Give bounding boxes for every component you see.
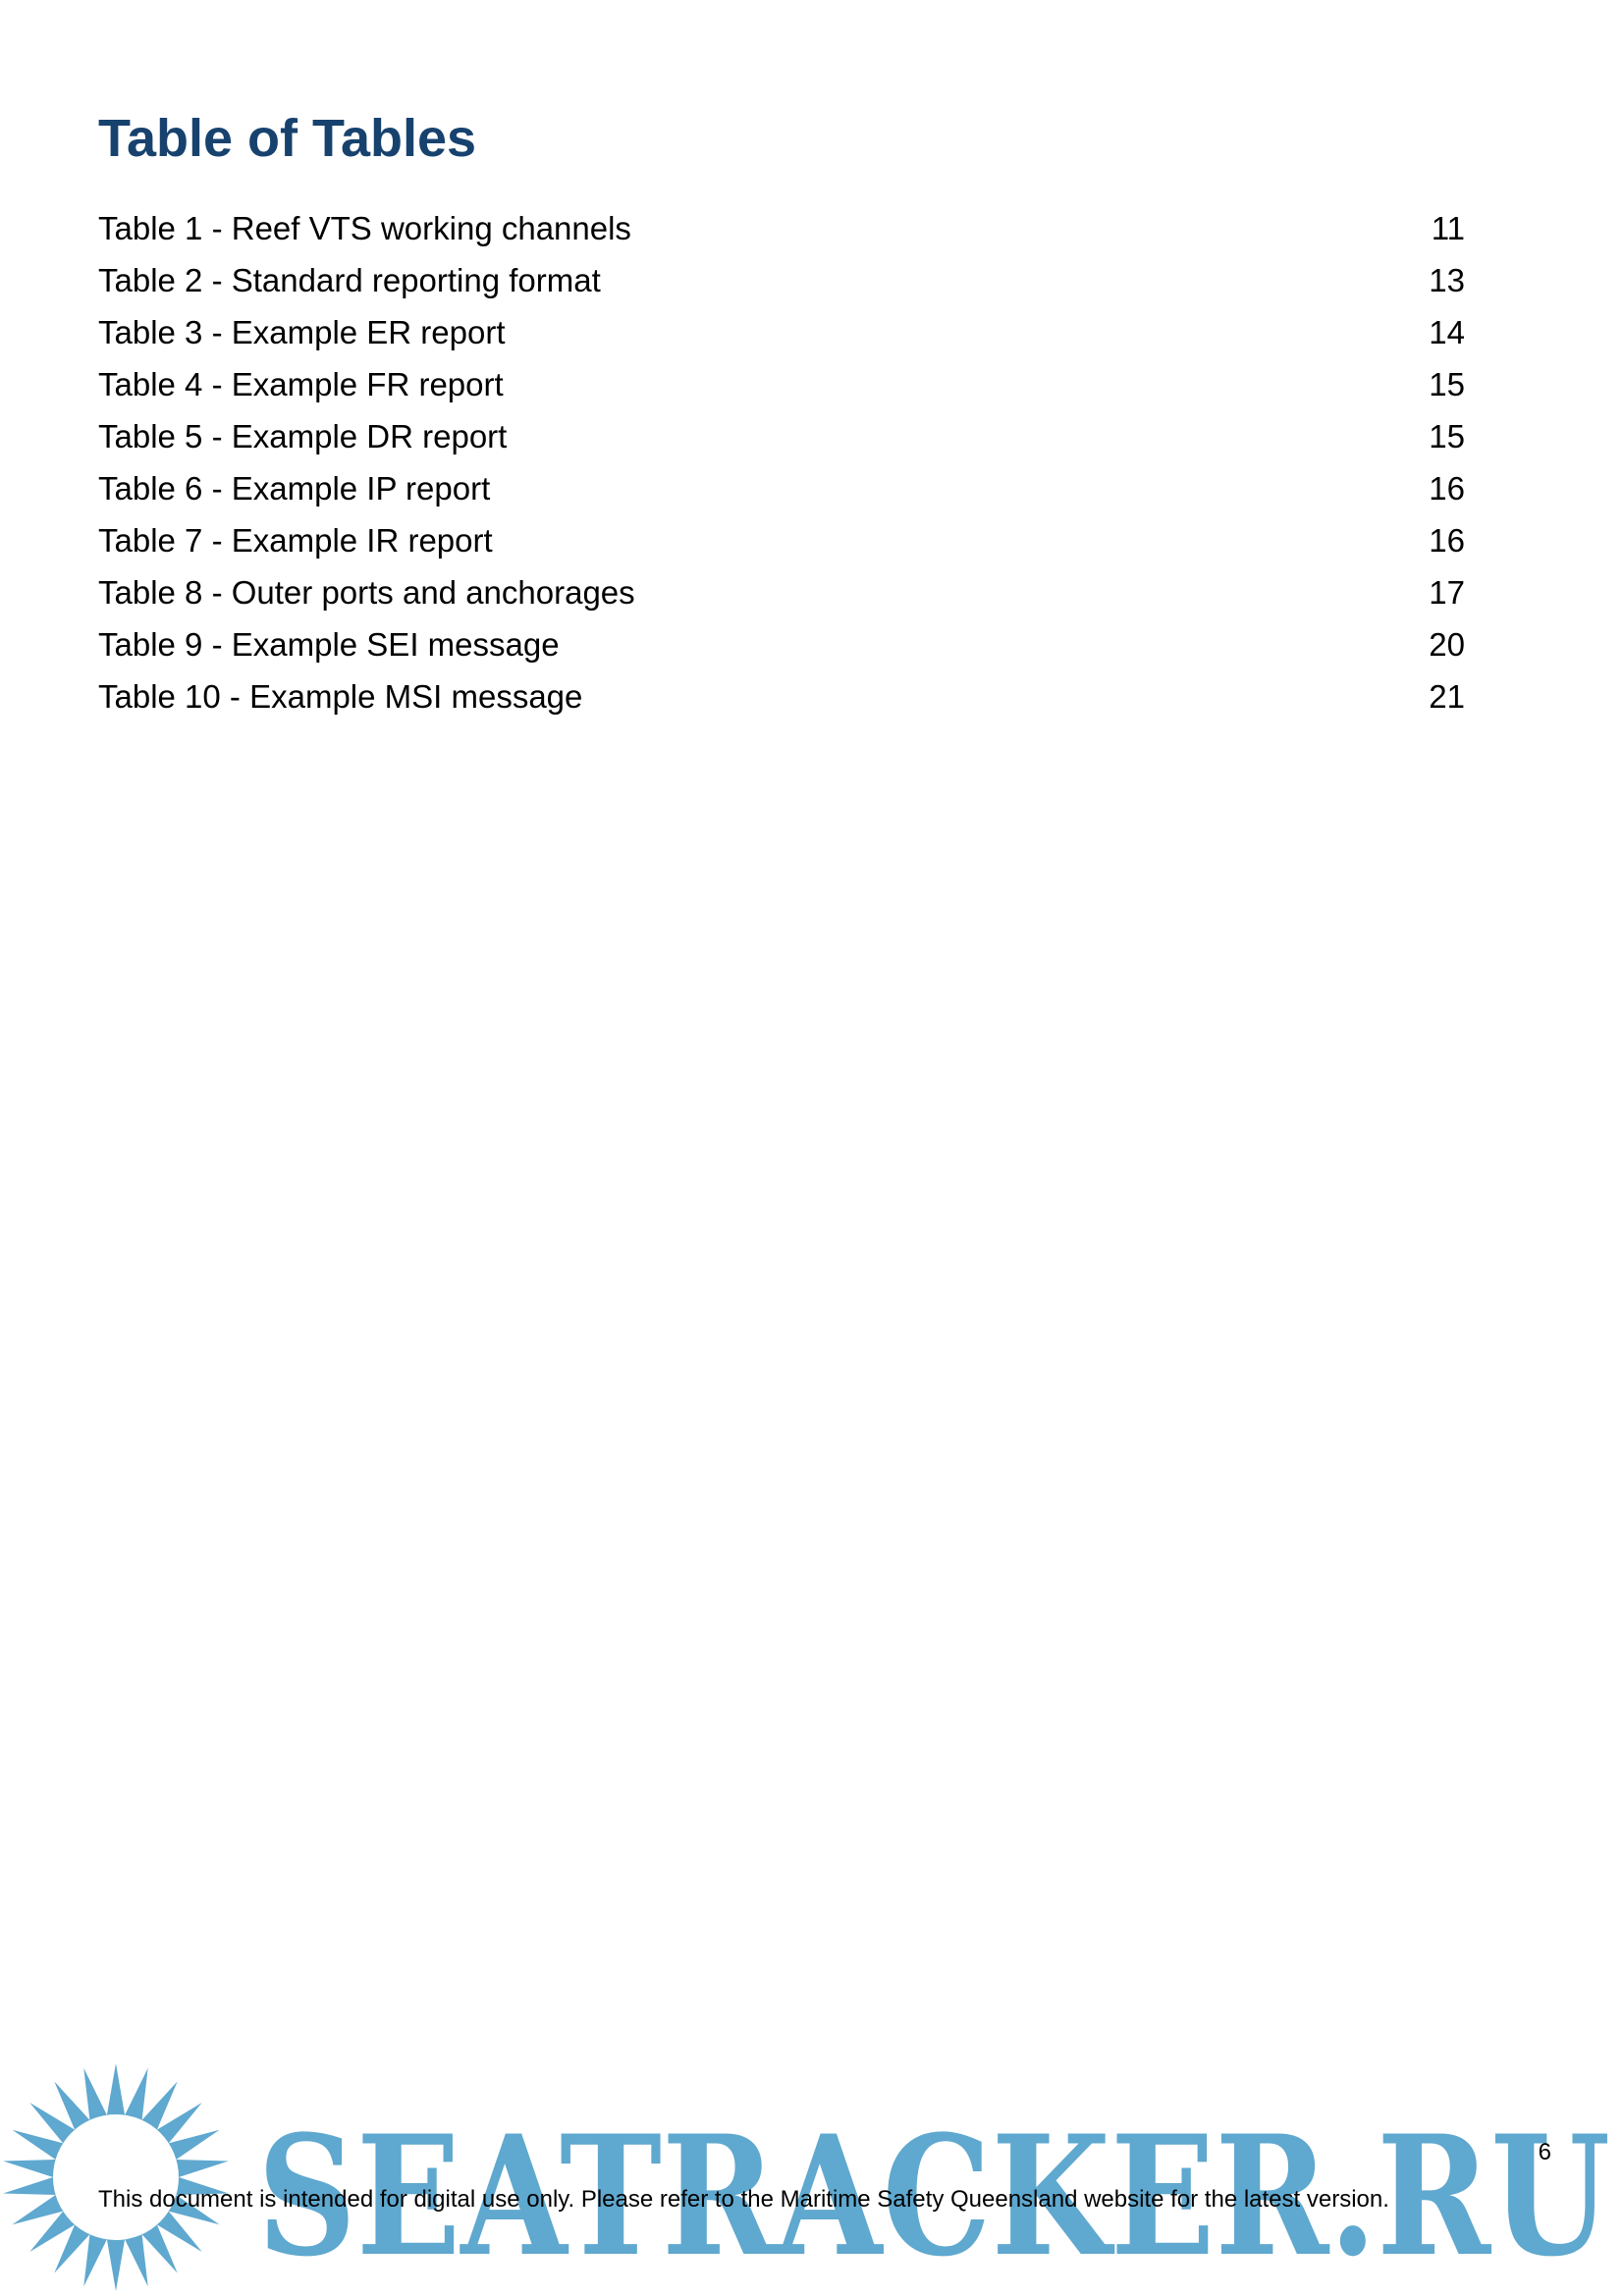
toc-entry-page: 16 <box>1429 470 1465 507</box>
page-title: Table of Tables <box>98 109 477 168</box>
toc-entry-page: 14 <box>1429 314 1465 350</box>
toc-entry-page: 11 <box>1431 210 1465 246</box>
toc-entry[interactable] <box>98 566 1465 618</box>
toc-entry-label: Table 10 - Example MSI message <box>98 678 583 715</box>
toc-entry-label: Table 9 - Example SEI message <box>98 626 560 663</box>
toc-entry-label: Table 1 - Reef VTS working channels <box>98 210 631 246</box>
toc-entry-label: Table 7 - Example IR report <box>98 522 493 559</box>
toc-entry-page: 20 <box>1429 626 1465 663</box>
toc-entry[interactable] <box>98 618 1465 670</box>
toc-entry-page: 17 <box>1429 574 1465 611</box>
toc-entry-page: 13 <box>1429 262 1465 298</box>
toc-entry-label: Table 2 - Standard reporting format <box>98 262 601 298</box>
watermark-text: SEATRACKER.RU <box>257 2099 1610 2293</box>
toc-entry-page: 16 <box>1429 522 1465 559</box>
toc-entry[interactable] <box>98 462 1465 514</box>
watermark <box>0 2061 1624 2296</box>
toc-entry-label: Table 6 - Example IP report <box>98 470 491 507</box>
toc-entry-label: Table 3 - Example ER report <box>98 314 506 350</box>
toc-entry[interactable] <box>98 306 1465 358</box>
toc-entry-label: Table 4 - Example FR report <box>98 366 504 402</box>
footer-note: This document is intended for digital use only. Please refer to the Maritime Safety Queensland website for the latest version. <box>98 2186 1389 2213</box>
toc-entry[interactable] <box>98 202 1465 254</box>
toc-entry[interactable] <box>98 358 1465 410</box>
toc-entry[interactable] <box>98 514 1465 566</box>
sun-icon <box>3 2063 229 2291</box>
toc-entry[interactable] <box>98 254 1465 306</box>
toc-entry-page: 21 <box>1429 678 1465 715</box>
page-number: 6 <box>1538 2139 1551 2165</box>
toc-entry-label: Table 5 - Example DR report <box>98 418 508 454</box>
table-of-tables-list <box>98 202 1465 722</box>
toc-entry-page: 15 <box>1429 418 1465 454</box>
toc-entry-label: Table 8 - Outer ports and anchorages <box>98 574 635 611</box>
toc-entry[interactable] <box>98 410 1465 462</box>
toc-entry-page: 15 <box>1429 366 1465 402</box>
toc-entry[interactable] <box>98 670 1465 722</box>
